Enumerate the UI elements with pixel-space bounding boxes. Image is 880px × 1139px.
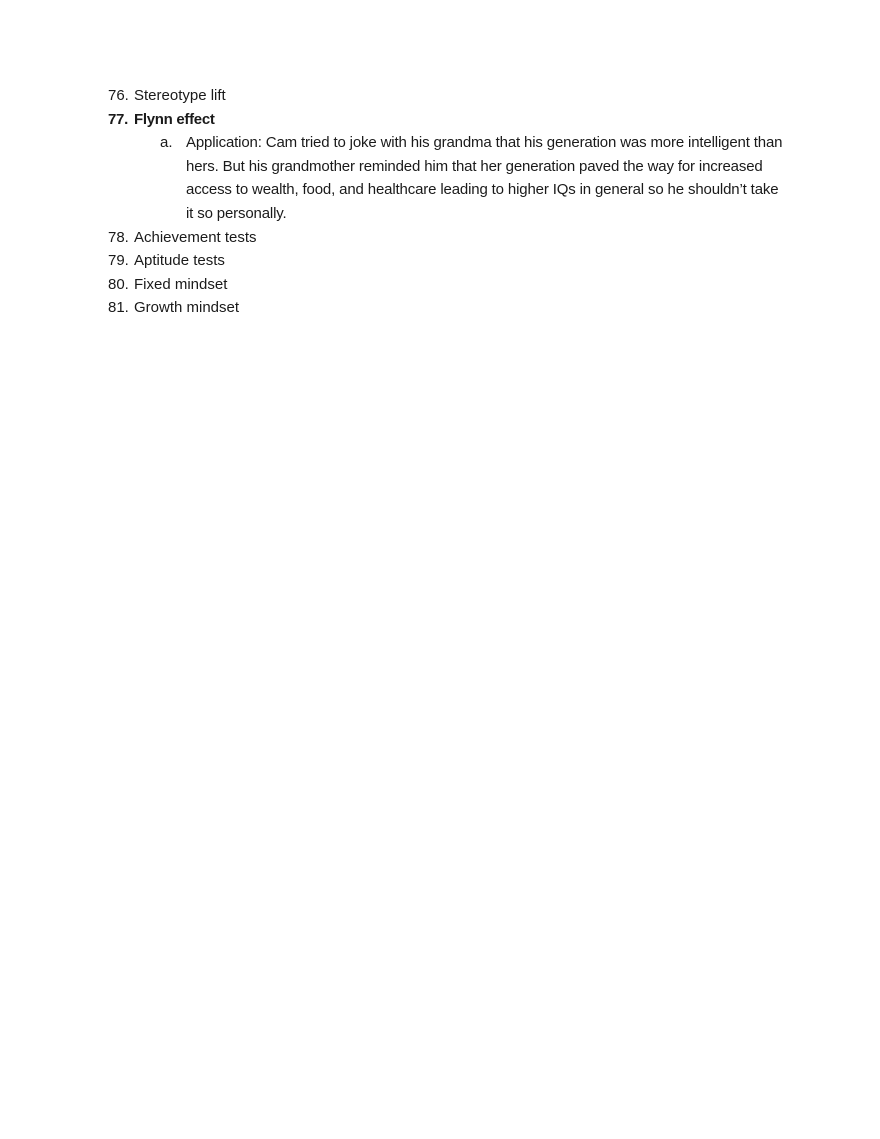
list-item-81	[108, 296, 788, 320]
list-item-77	[108, 108, 788, 132]
item-number: 81.	[108, 299, 129, 317]
sub-item-marker: a.	[160, 134, 173, 152]
item-number: 79.	[108, 252, 129, 270]
item-label: Aptitude tests	[134, 252, 225, 270]
item-label: Fixed mindset	[134, 275, 228, 293]
item-label: Flynn effect	[134, 110, 215, 128]
item-label: Growth mindset	[134, 299, 240, 317]
numbered-term-list	[108, 84, 788, 320]
item-number: 80.	[108, 275, 129, 293]
item-number: 78.	[108, 228, 129, 246]
item-label: Achievement tests	[134, 228, 257, 246]
list-item-78	[108, 226, 788, 250]
sub-item-text: Application: Cam tried to joke with his grandma that his generation was more intelligent than hers. But his grandmother reminded him that her generation paved the way for increased access to wealth, food, and healthcare leading to higher IQs in general so he shouldn’t take it so personally.	[186, 134, 783, 222]
list-item-76	[108, 84, 788, 108]
list-item-80	[108, 273, 788, 297]
item-number: 76.	[108, 87, 129, 104]
list-item-79	[108, 249, 788, 273]
item-number: 77.	[108, 110, 128, 128]
item-label: Stereotype lift	[134, 87, 226, 104]
sub-item-application	[108, 131, 788, 225]
